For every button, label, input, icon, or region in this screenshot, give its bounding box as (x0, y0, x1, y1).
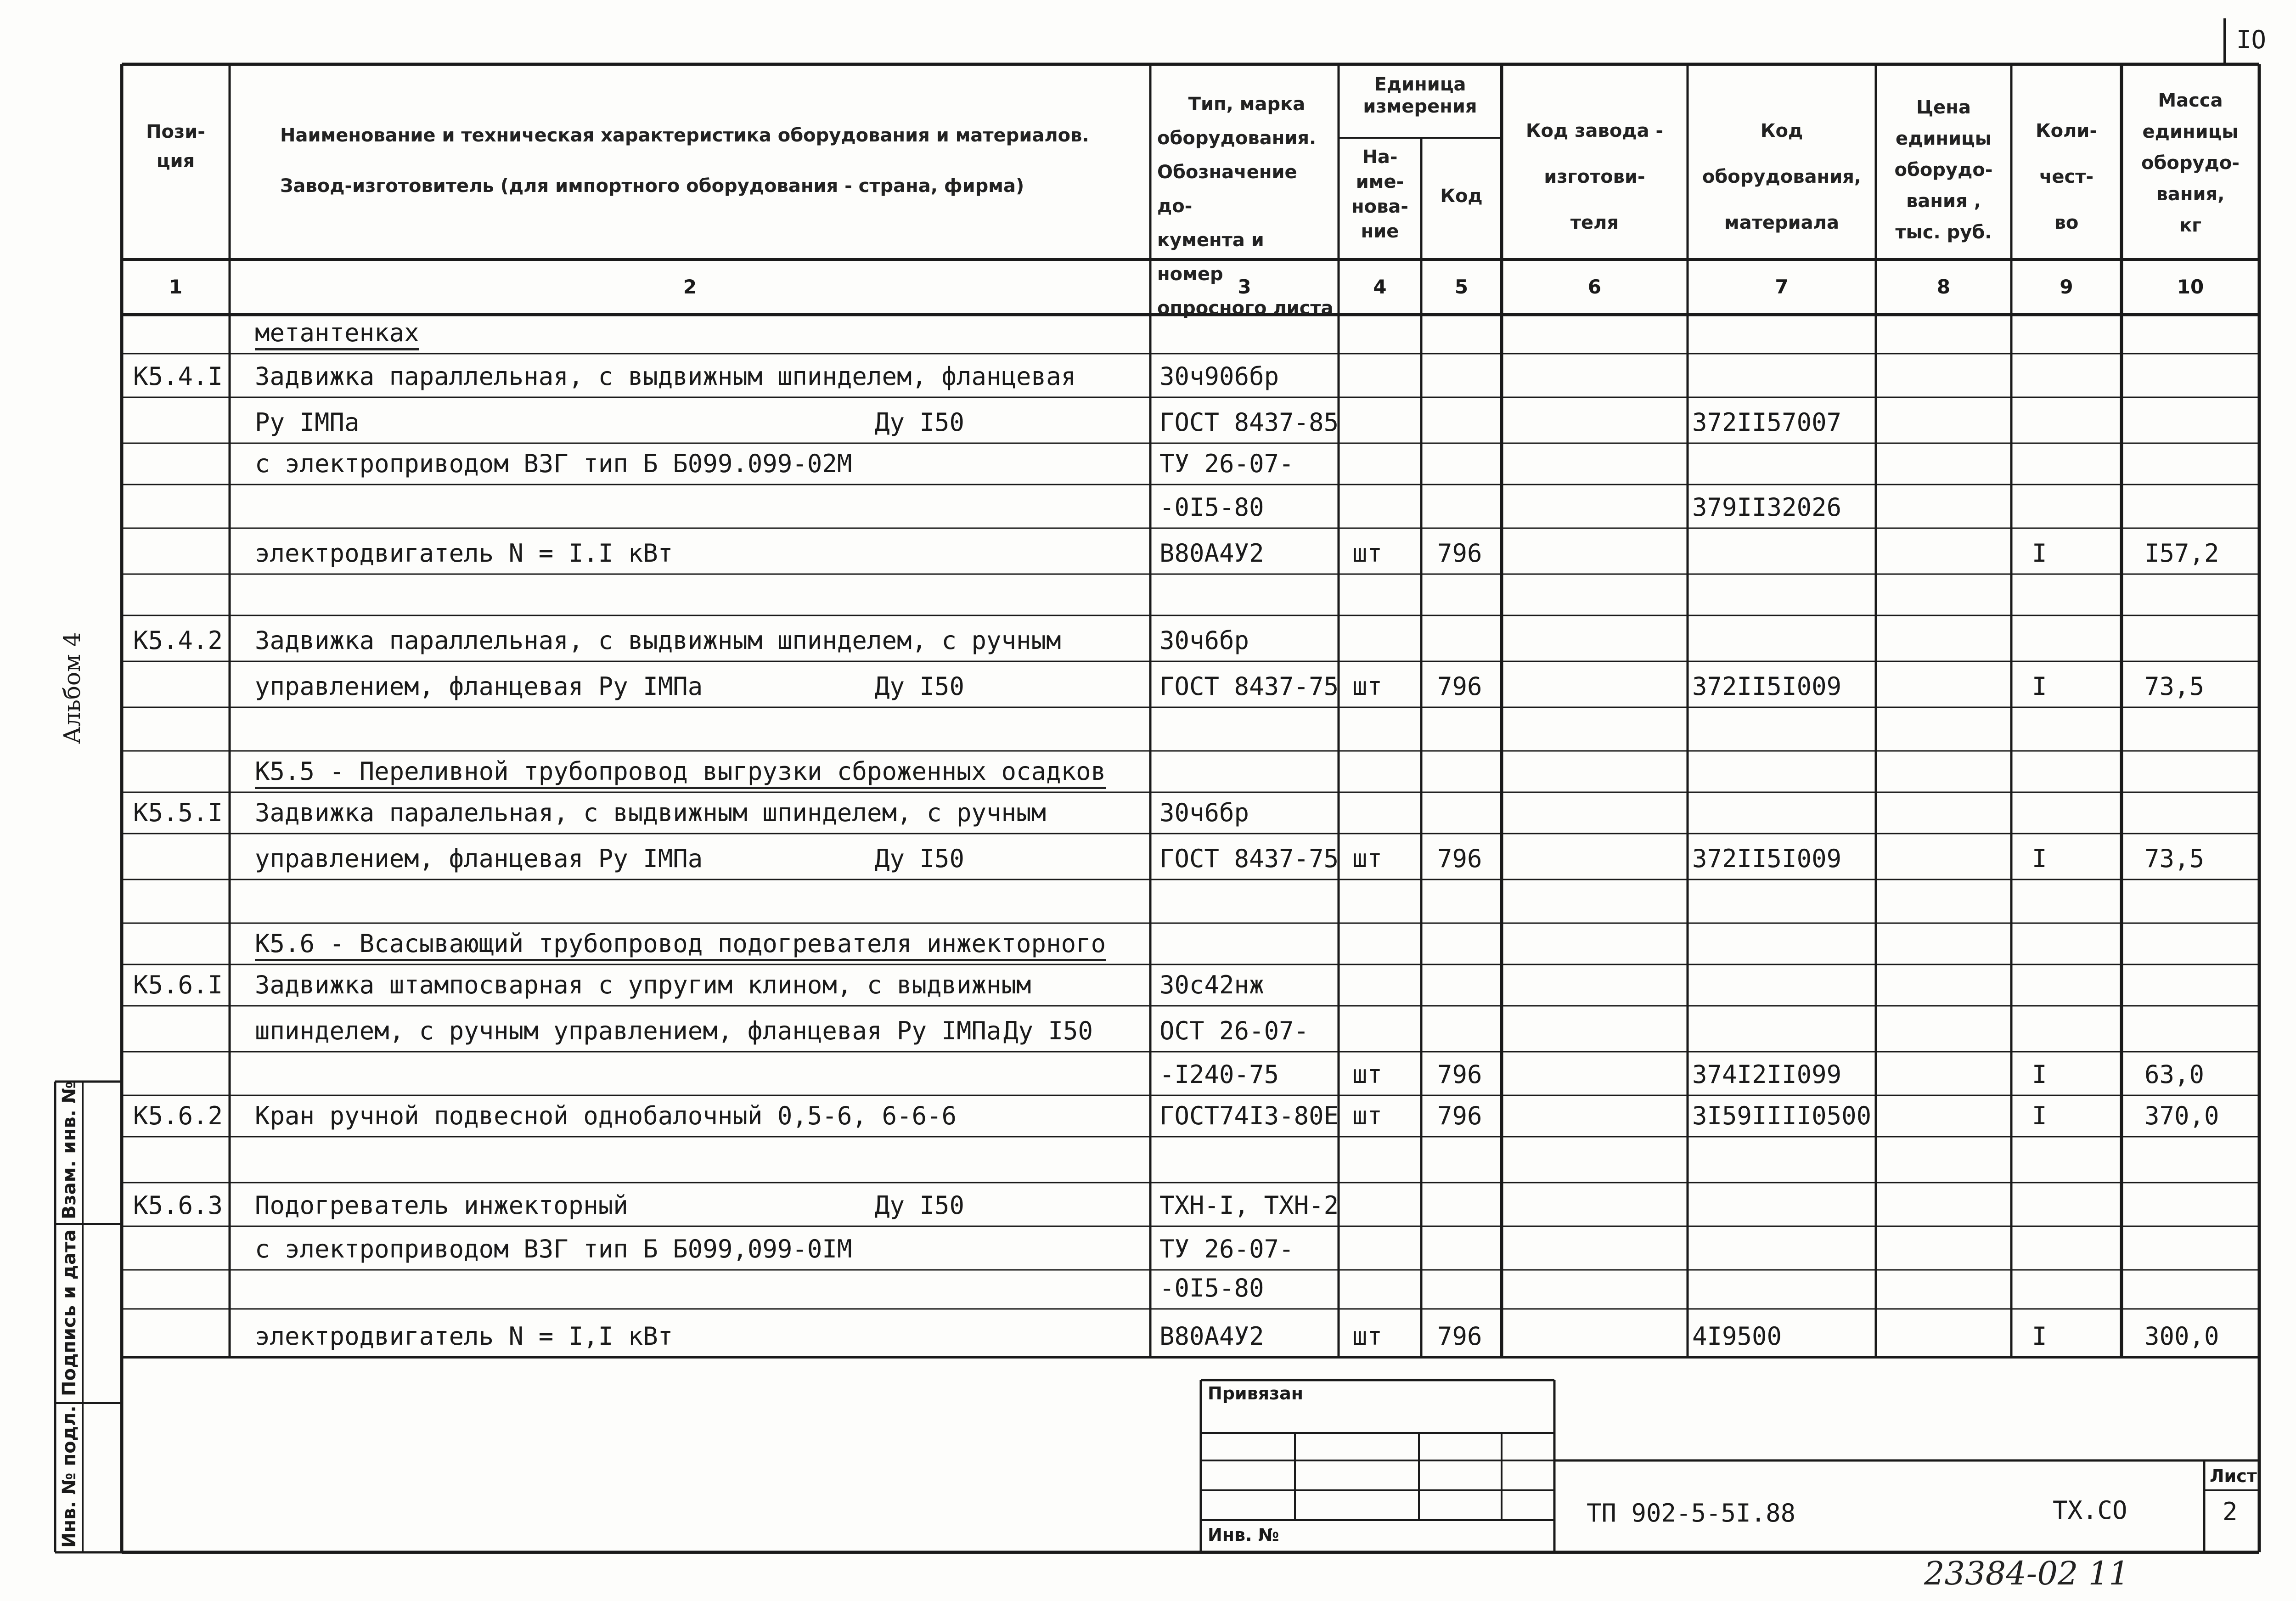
cell-mass: I57,2 (2144, 539, 2219, 568)
cell-name: электродвигатель N = I.I кВт (255, 539, 673, 568)
header-position: Пози- ция (146, 121, 205, 172)
cell-unit: шт (1352, 539, 1383, 568)
cell-mcode: 372II5I009 (1692, 672, 1842, 701)
cell-unit: шт (1352, 844, 1383, 873)
cell-name: Задвижка штампосварная с упругим клином, с выдвижным (255, 970, 1031, 999)
cell-du: Ду I50 (1003, 1016, 1093, 1045)
cell-mcode: 4I9500 (1692, 1322, 1782, 1351)
cell-name: Задвижка параллельная, с выдвижным шпинделем, с ручным (255, 626, 1061, 655)
column-number: 2 (683, 276, 697, 298)
cell-name: электродвигатель N = I,I кВт (255, 1322, 673, 1351)
header-unit: Единица измерения (1363, 74, 1477, 117)
cell-name: Кран ручной подвесной однобалочный 0,5-6, 6-6-6 (255, 1101, 957, 1130)
cell-type: -0I5-80 (1159, 493, 1264, 522)
column-number: 9 (2060, 276, 2073, 298)
cell-unit: шт (1352, 1322, 1383, 1351)
cell-du: Ду I50 (875, 408, 965, 437)
cell-code: 796 (1437, 1060, 1482, 1089)
document-mark: ТХ.СО (2053, 1496, 2127, 1525)
cell-type: ГОСТ74I3-80Е (1159, 1101, 1339, 1130)
cell-type: ТХН-I, ТХН-2 (1159, 1191, 1339, 1220)
cell-qty: I (2032, 672, 2047, 701)
cell-type: ТУ 26-07- (1159, 449, 1294, 478)
header-unit-name: На- име- нова- ние (1351, 147, 1409, 242)
bound-label: Привязан (1208, 1383, 1304, 1404)
cell-mcode: 372II5I009 (1692, 844, 1842, 873)
cell-pos: К5.6.3 (133, 1191, 223, 1220)
column-number: 10 (2177, 276, 2204, 298)
header-material-code: Код оборудования, материала (1702, 120, 1862, 233)
cell-name: шпинделем, с ручным управлением, фланцевая Ру IМПа (255, 1016, 1002, 1045)
cell-name: Задвижка параллельная, с выдвижным шпинделем, фланцевая (255, 362, 1076, 391)
cell-name: Задвижка паралельная, с выдвижным шпинделем, с ручным (255, 798, 1047, 827)
cell-du: Ду I50 (875, 844, 965, 873)
cell-code: 796 (1437, 672, 1482, 701)
stamp-inv-original: Инв. № подл. (59, 1405, 80, 1548)
cell-type: В80А4У2 (1159, 1322, 1264, 1351)
cell-unit: шт (1352, 672, 1383, 701)
cell-type: ОСТ 26-07- (1159, 1016, 1309, 1045)
cell-type: 30с42нж (1159, 970, 1264, 999)
sheet-number: 2 (2223, 1497, 2238, 1526)
cell-qty: I (2032, 1060, 2047, 1089)
cell-name: Подогреватель инжекторный (255, 1191, 628, 1220)
cell-type: ГОСТ 8437-85 (1159, 408, 1339, 437)
cell-name: управлением, фланцевая Ру IМПа (255, 672, 703, 701)
column-number: 8 (1936, 276, 1951, 298)
stamp-replaced-inv: Взам. инв. № (59, 1081, 80, 1219)
cell-type: 30ч6бр (1159, 626, 1249, 655)
cell-pos: К5.4.2 (133, 626, 223, 655)
cell-type: 30ч906бр (1159, 362, 1279, 391)
cell-type: В80А4У2 (1159, 539, 1264, 568)
header-type: Тип, марка оборудования. Обозначение до- кумента и номер опросного листа (1157, 94, 1334, 319)
cell-pos: К5.6.2 (133, 1101, 223, 1130)
column-number: 7 (1775, 276, 1789, 298)
cell-mcode: 374I2II099 (1692, 1060, 1842, 1089)
cell-qty: I (2032, 539, 2047, 568)
column-number: 3 (1238, 276, 1251, 298)
cell-mass: 73,5 (2144, 672, 2205, 701)
inv-number-label: Инв. № (1208, 1525, 1279, 1545)
cell-type: ГОСТ 8437-75 (1159, 672, 1339, 701)
cell-code: 796 (1437, 844, 1482, 873)
cell-type: -I240-75 (1159, 1060, 1279, 1089)
cell-type: ГОСТ 8437-75 (1159, 844, 1339, 873)
cell-name: Ру IМПа (255, 408, 360, 437)
column-number: 5 (1454, 276, 1469, 298)
archive-number: 23384-02 11 (1924, 1555, 2129, 1592)
cell-code: 796 (1437, 1322, 1482, 1351)
cell-type: ТУ 26-07- (1159, 1235, 1294, 1263)
cell-qty: I (2032, 1322, 2047, 1351)
header-unit-code: Код (1440, 186, 1483, 207)
cell-mcode: 3I59IIII0500 (1692, 1101, 1872, 1130)
document-code: ТП 902-5-5I.88 (1587, 1499, 1796, 1528)
cell-pos: К5.4.I (133, 362, 223, 391)
cell-code: 796 (1437, 1101, 1482, 1130)
cell-type: 30ч6бр (1159, 798, 1249, 827)
cell-code: 796 (1437, 539, 1482, 568)
stamp-signature-date: Подпись и дата (59, 1229, 80, 1396)
cell-name: управлением, фланцевая Ру IМПа (255, 844, 703, 873)
column-number: 1 (169, 276, 183, 298)
cell-pos: К5.6.I (133, 970, 223, 999)
header-factory-code: Код завода - изготови- теля (1525, 120, 1664, 233)
column-number: 4 (1373, 276, 1387, 298)
cell-name: К5.5 - Переливной трубопровод выгрузки сброженных осадков (255, 759, 1106, 789)
cell-mcode: 379II32026 (1692, 493, 1842, 522)
cell-du: Ду I50 (875, 1191, 965, 1220)
cell-qty: I (2032, 1101, 2047, 1130)
cell-mass: 370,0 (2144, 1101, 2219, 1130)
cell-qty: I (2032, 844, 2047, 873)
cell-unit: шт (1352, 1060, 1383, 1089)
cell-name: с электроприводом ВЗГ тип Б Б099.099-02М (255, 449, 852, 478)
cell-du: Ду I50 (875, 672, 965, 701)
cell-unit: шт (1352, 1101, 1383, 1130)
sheet-label: Лист (2210, 1466, 2257, 1486)
cell-name: метантенках (255, 321, 419, 350)
cell-mcode: 372II57007 (1692, 408, 1842, 437)
cell-mass: 300,0 (2144, 1322, 2219, 1351)
cell-mass: 73,5 (2144, 844, 2205, 873)
page-number: IO (2236, 25, 2267, 54)
header-mass: Масса единицы оборудо- вания, кг (2141, 90, 2240, 236)
cell-mass: 63,0 (2144, 1060, 2205, 1089)
album-label: Альбом 4 (59, 632, 85, 744)
cell-type: -0I5-80 (1159, 1274, 1264, 1302)
cell-name: с электроприводом ВЗГ тип Б Б099,099-0IМ (255, 1235, 852, 1263)
cell-name: К5.6 - Всасывающий трубопровод подогревателя инжекторного (255, 931, 1106, 961)
column-number: 6 (1587, 276, 1602, 298)
cell-pos: К5.5.I (133, 798, 223, 827)
header-quantity: Коли- чест- во (2035, 120, 2098, 233)
header-price: Цена единицы оборудо- вания , тыс. руб. (1894, 97, 1993, 243)
header-name: Наименование и техническая характеристика оборудования и материалов. Завод-изготовитель (для импортного оборудования - страна, фирма) (280, 125, 1089, 197)
